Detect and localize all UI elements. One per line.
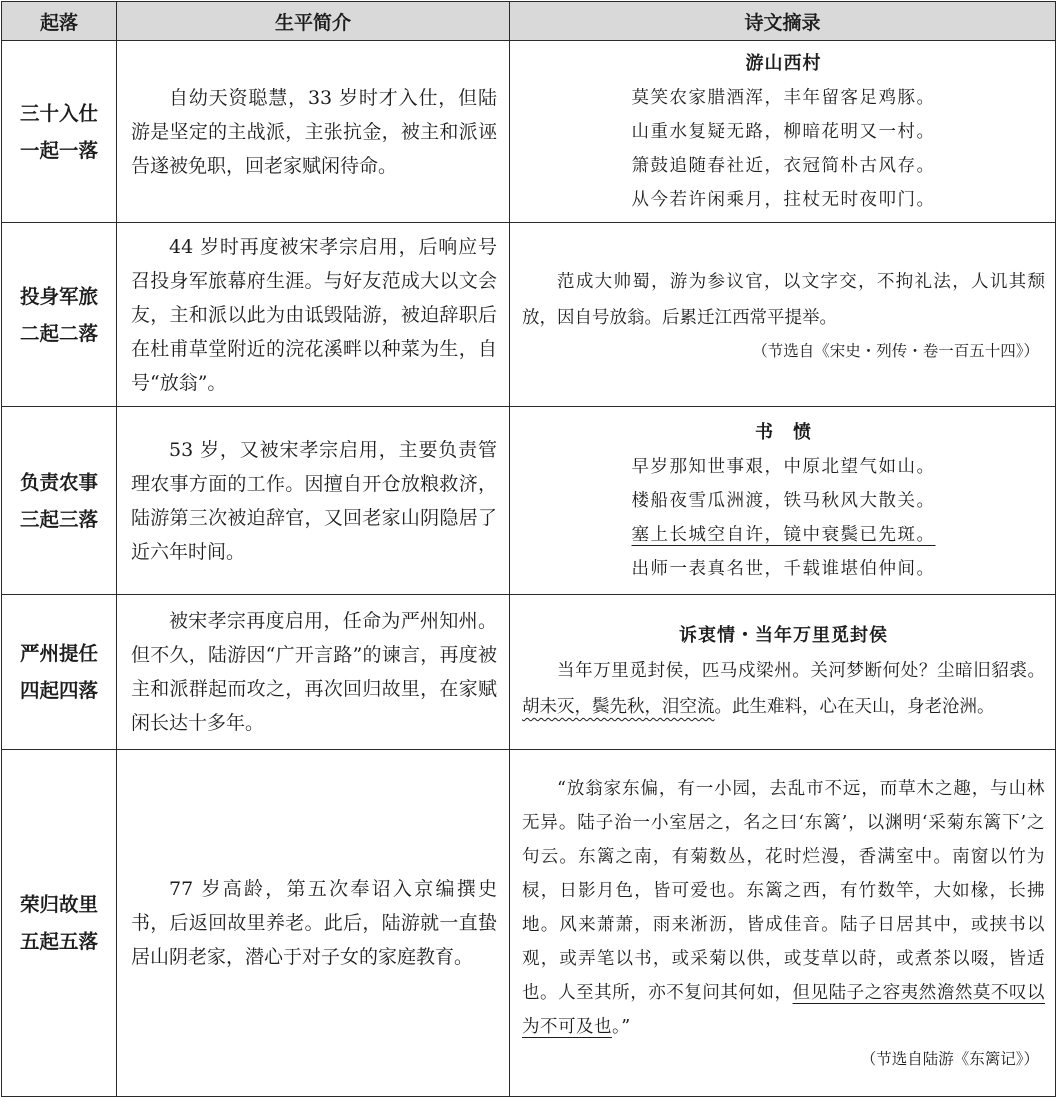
bio-text: 44 岁时再度被宋孝宗启用，后响应号召投身军旅幕府生涯。与好友范成大以文会友，主和派以此为由诋毁陆游，被迫辞职后在杜甫草堂附近的浣花溪畔以种菜为生，自号“放翁”。 <box>131 235 497 394</box>
prose-text-after: 。” <box>612 1017 631 1037</box>
poem-line: 莫笑农家腊酒浑，丰年留客足鸡豚。 <box>631 87 936 108</box>
prose-text-underlined: 但见陆子之容夷然澹然莫不叹以为不可及也 <box>522 983 1046 1037</box>
table-row <box>2 41 1056 223</box>
period-line1: 三十入仕 <box>19 101 98 125</box>
excerpt-cell <box>510 41 1056 223</box>
period-cell <box>2 750 117 1097</box>
bio-cell <box>117 595 510 750</box>
bio-cell <box>117 750 510 1097</box>
header-period: 起落 <box>2 2 117 41</box>
poem-line-underlined-text: 塞上长城空自许，镜中衰鬓已先斑。 <box>631 524 936 545</box>
ci-text-underlined: 胡未灭，鬓先秋，泪空流 <box>522 697 715 717</box>
poem-title: 游山西村 <box>745 52 822 74</box>
period-cell <box>2 595 117 750</box>
history-excerpt: 范成大帅蜀，游为参议官，以文字交，不拘礼法，人讥其颓放，因自号放翁。后累迁江西常平提举。 <box>522 271 1045 328</box>
table-row <box>2 595 1056 750</box>
bio-text: 被宋孝宗再度启用，任命为严州知州。但不久，陆游因“广开言路”的谏言，再度被主和派群起而攻之，再次回归故里，在家赋闲长达十多年。 <box>131 610 497 734</box>
bio-cell <box>117 223 510 407</box>
poem-line: 箫鼓追随春社近，衣冠简朴古风存。 <box>631 155 936 176</box>
ci-text-after: 。此生难料，心在天山，身老沧洲。 <box>714 697 995 717</box>
poem-line: 出师一表真名世，千载谁堪伯仲间。 <box>631 558 936 579</box>
excerpt-cell <box>510 223 1056 407</box>
table-row <box>2 223 1056 407</box>
poem-line: 楼船夜雪瓜洲渡，铁马秋风大散关。 <box>631 490 936 511</box>
excerpt-source: （节选自陆游《东篱记》） <box>860 1050 1039 1068</box>
header-bio: 生平简介 <box>117 2 510 41</box>
poem-line: 早岁那知世事艰，中原北望气如山。 <box>631 456 936 477</box>
poem-title: 书 愤 <box>755 421 812 443</box>
bio-text: 77 岁高龄，第五次奉诏入京编撰史书，后返回故里养老。此后，陆游就一直蛰居山阴老家，潜心于对子女的家庭教育。 <box>131 878 497 968</box>
period-line1: 严州提任 <box>19 642 98 665</box>
ci-text <box>522 653 1045 725</box>
table-row <box>2 407 1056 595</box>
period-line1: 负责农事 <box>19 470 98 494</box>
period-line2: 一起一落 <box>19 138 98 162</box>
period-cell <box>2 407 117 595</box>
excerpt-cell <box>510 595 1056 750</box>
poem-line: 山重水复疑无路，柳暗花明又一村。 <box>631 121 936 142</box>
prose-text-before: “放翁家东偏，有一小园，去乱市不远，而草木之趣，与山林无异。陆子治一小室居之，名之曰‘东篱’，以渊明‘采菊东篱下’之句云。东篱之南，有菊数丛，花时烂漫，香满室中。南窗以竹为棂，日影月色，皆可爱也。东篱之西，有竹数竿，大如椽，长拂地。风来萧萧，雨来淅沥，皆成佳音。陆子日居其中，或挟书以观，或弄笔以书，或采菊以供，或芟草以莳，或煮茶以啜，皆适也。人至其所，亦不复问其何如， <box>522 779 1045 1003</box>
period-cell <box>2 41 117 223</box>
bio-cell <box>117 407 510 595</box>
period-line2: 三起三落 <box>19 507 98 531</box>
lu-you-life-table <box>1 1 1056 1097</box>
excerpt-cell <box>510 750 1056 1097</box>
excerpt-source: （节选自《宋史・列传・卷一百五十四》） <box>752 341 1039 360</box>
prose-text <box>522 772 1045 1044</box>
ci-text-before: 当年万里觅封侯，匹马戍梁州。关河梦断何处？尘暗旧貂裘。 <box>557 661 1045 681</box>
period-cell <box>2 223 117 407</box>
header-excerpt: 诗文摘录 <box>510 2 1056 41</box>
poem-line: 从今若许闲乘月，拄杖无时夜叩门。 <box>631 189 936 210</box>
excerpt-cell <box>510 407 1056 595</box>
period-line2: 二起二落 <box>19 321 98 345</box>
table-row <box>2 750 1056 1097</box>
bio-cell <box>117 41 510 223</box>
bio-text: 自幼天资聪慧，33 岁时才入仕，但陆游是坚定的主战派，主张抗金，被主和派诬告遂被免职，回老家赋闲待命。 <box>131 86 497 177</box>
period-line2: 五起五落 <box>19 930 98 953</box>
header-row <box>2 2 1056 41</box>
period-line1: 荣归故里 <box>19 893 98 916</box>
bio-text: 53 岁，又被宋孝宗启用，主要负责管理农事方面的工作。因擅自开仓放粮救济，陆游第三次被迫辞官，又回老家山阴隐居了近六年时间。 <box>131 438 497 563</box>
period-line1: 投身军旅 <box>19 284 98 308</box>
poem-line-underlined <box>522 518 1045 552</box>
period-line2: 四起四落 <box>19 679 98 702</box>
poem-title: 诉衷情・当年万里觅封侯 <box>679 625 888 646</box>
